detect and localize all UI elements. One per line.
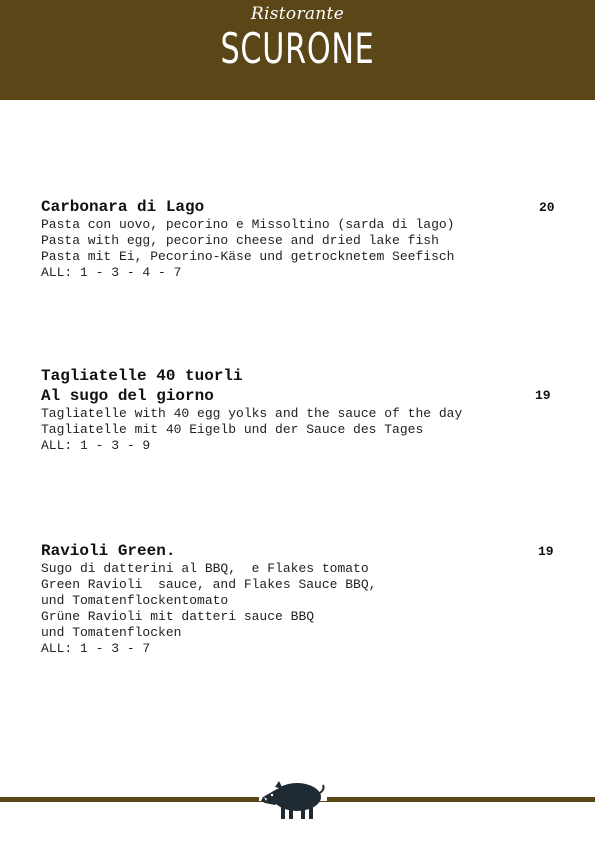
menu-item-description-line: Pasta mit Ei, Pecorino-Käse und getrocknetem Seefisch (41, 249, 455, 264)
menu-item-tagliatelle (41, 366, 561, 454)
restaurant-subtitle: Ristorante (250, 4, 345, 24)
menu-item-allergens: ALL: 1 - 3 - 4 - 7 (41, 265, 182, 280)
menu-item-price: 19 (538, 544, 554, 559)
menu-item-description-line: und Tomatenflocken (41, 625, 182, 640)
menu-item-description-line: Sugo di datterini al BBQ, e Flakes tomato (41, 561, 369, 576)
menu-item-description-line: Pasta con uovo, pecorino e Missoltino (sarda di lago) (41, 217, 455, 232)
menu-item-allergens: ALL: 1 - 3 - 7 (41, 641, 151, 656)
menu-item-price: 20 (539, 200, 555, 215)
menu-item-description-line: Tagliatelle mit 40 Eigelb und der Sauce des Tages (41, 422, 424, 437)
menu-item-carbonara (41, 197, 561, 281)
menu-item-description-line: Grüne Ravioli mit datteri sauce BBQ (41, 609, 315, 624)
menu-item-title-line2: Al sugo del giorno (41, 387, 214, 405)
menu-item-description-line: Pasta with egg, pecorino cheese and dried lake fish (41, 233, 439, 248)
menu-item-allergens: ALL: 1 - 3 - 9 (41, 438, 151, 453)
menu-item-title: Carbonara di Lago (41, 198, 205, 216)
menu-item-description-line: Tagliatelle with 40 egg yolks and the sauce of the day (41, 406, 463, 421)
menu-item-description-line: und Tomatenflockentomato (41, 593, 229, 608)
menu-item-description-line: Green Ravioli sauce, and Flakes Sauce BBQ, (41, 577, 377, 592)
menu-item-title: Ravioli Green. (41, 542, 176, 560)
menu-item-ravioli (41, 541, 561, 657)
menu-item-price: 19 (535, 388, 551, 403)
boar-icon (259, 777, 327, 821)
menu-item-title: Tagliatelle 40 tuorli (41, 367, 243, 385)
header-banner (0, 0, 595, 100)
restaurant-name: SCURONE (220, 24, 375, 73)
